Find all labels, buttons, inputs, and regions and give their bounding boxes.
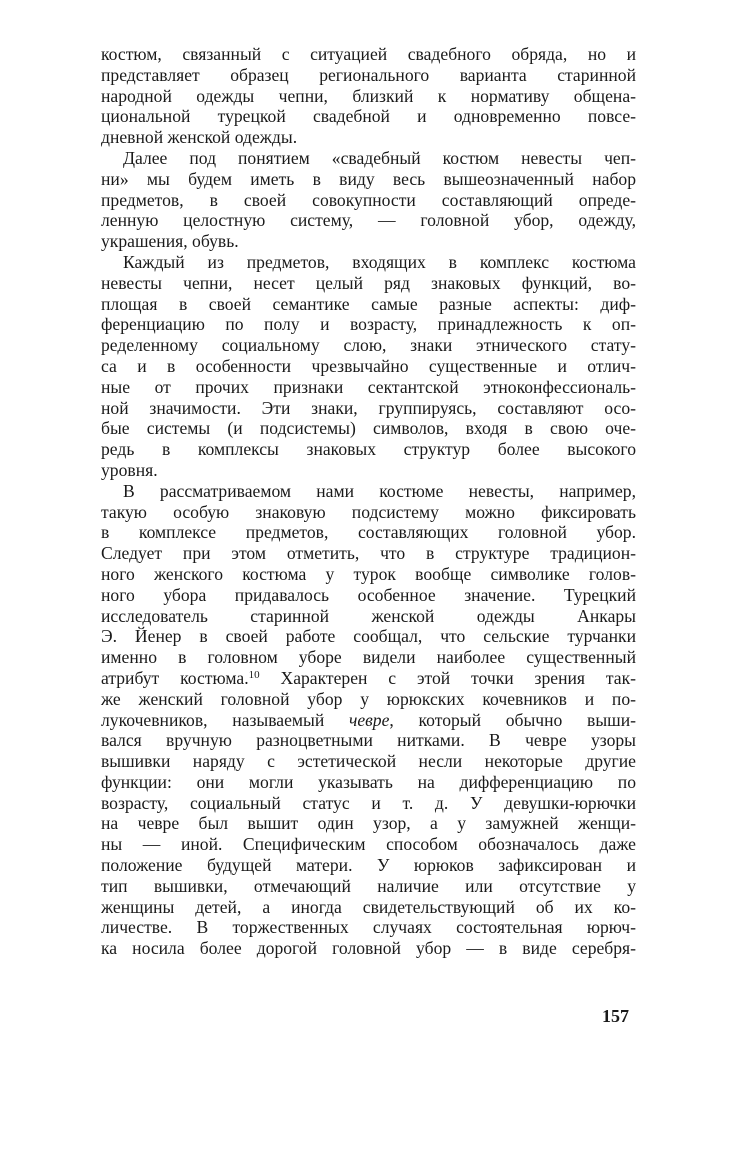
paragraph-3	[101, 252, 636, 481]
text-line: бые системы (и подсистемы) символов, входя в свою оче-	[101, 418, 636, 439]
text-line: исследователь старинной женской одежды Анкары	[101, 605, 636, 626]
text-line: ного убора придавалось особенное значение. Турецкий	[101, 584, 636, 605]
text-line: на чевре был вышит один узор, а у замужней женщи-	[101, 813, 636, 834]
text-line: личестве. В торжественных случаях состоятельная юрюч-	[101, 917, 636, 938]
paragraph-2	[101, 148, 636, 252]
text-line	[101, 710, 636, 731]
text-line: тип вышивки, отмечающий наличие или отсутствие у	[101, 875, 636, 896]
text-line: дневной женской одежды.	[101, 127, 298, 148]
text-line: вался вручную разноцветными нитками. В чевре узоры	[101, 730, 636, 751]
text-line: ного женского костюма у турок вообще символике голов-	[101, 563, 636, 584]
text-line: женщины детей, а иногда свидетельствующий об их ко-	[101, 896, 636, 917]
text-line: украшения, обувь.	[101, 231, 239, 252]
text-line: такую особую знаковую подсистему можно фиксировать	[101, 501, 636, 522]
text-line: ны — иной. Специфическим способом обозначалось даже	[101, 834, 636, 855]
paragraph-4	[101, 481, 636, 959]
text-line: функции: они могли указывать на дифференциацию по	[101, 771, 636, 792]
text-line: уровня.	[101, 459, 158, 480]
text-line: представляет образец регионального варианта старинной	[101, 64, 636, 85]
text-line: циональной турецкой свадебной и одновременно повсе-	[101, 106, 636, 127]
text-segment: , который обычно выши-	[389, 709, 636, 730]
paragraph-1	[101, 44, 636, 148]
text-line: В рассматриваемом нами костюме невесты, например,	[123, 480, 636, 501]
page-number: 157	[602, 1006, 629, 1026]
text-line: площая в своей семантике самые разные аспекты: диф-	[101, 293, 636, 314]
text-line: ной значимости. Эти знаки, группируясь, составляют осо-	[101, 397, 636, 418]
text-line: ни» мы будем иметь в виду весь вышеозначенный набор	[101, 168, 636, 189]
footnote-reference: 10	[248, 668, 260, 681]
text-line: ка носила более дорогой головной убор — в виде серебря-	[101, 938, 636, 959]
text-line: в комплексе предметов, составляющих головной убор.	[101, 522, 636, 543]
text-line: ределенному социальному слою, знаки этнического стату-	[101, 335, 636, 356]
text-line: ференциацию по полу и возрасту, принадлежность к оп-	[101, 314, 636, 335]
text-line: предметов, в своей совокупности составляющий опреде-	[101, 189, 636, 210]
text-line: редь в комплексы знаковых структур более высокого	[101, 439, 636, 460]
text-line: ные от прочих признаки сектантской этноконфессиональ-	[101, 376, 636, 397]
text-line: же женский головной убор у юрюкских кочевников и по-	[101, 688, 636, 709]
page-text	[101, 44, 636, 959]
text-line: костюм, связанный с ситуацией свадебного обряда, но и	[101, 44, 636, 64]
text-line	[101, 668, 636, 689]
text-segment: Характерен с этой точки зрения так-	[259, 667, 636, 688]
text-line: народной одежды чепни, близкий к нормативу общена-	[101, 85, 636, 106]
text-line: возрасту, социальный статус и т. д. У девушки-юрючки	[101, 792, 636, 813]
text-line: положение будущей матери. У юрюков зафиксирован и	[101, 855, 636, 876]
text-segment: атрибут костюма.	[101, 667, 249, 688]
text-line: невесты чепни, несет целый ряд знаковых функций, во-	[101, 272, 636, 293]
text-line: ленную целостную систему, — головной убор, одежду,	[101, 210, 636, 231]
text-segment: лукочевников, называемый	[101, 709, 349, 730]
text-line: именно в головном уборе видели наиболее существенный	[101, 647, 636, 668]
text-line: Далее под понятием «свадебный костюм невесты чеп-	[123, 147, 636, 168]
italic-term: чевре	[348, 709, 390, 730]
text-line: Каждый из предметов, входящих в комплекс костюма	[123, 251, 636, 272]
text-line: са и в особенности чрезвычайно существенные и отлич-	[101, 355, 636, 376]
text-line: Следует при этом отметить, что в структуре традицион-	[101, 543, 636, 564]
text-line: Э. Йенер в своей работе сообщал, что сельские турчанки	[101, 626, 636, 647]
text-line: вышивки наряду с эстетической несли некоторые другие	[101, 751, 636, 772]
